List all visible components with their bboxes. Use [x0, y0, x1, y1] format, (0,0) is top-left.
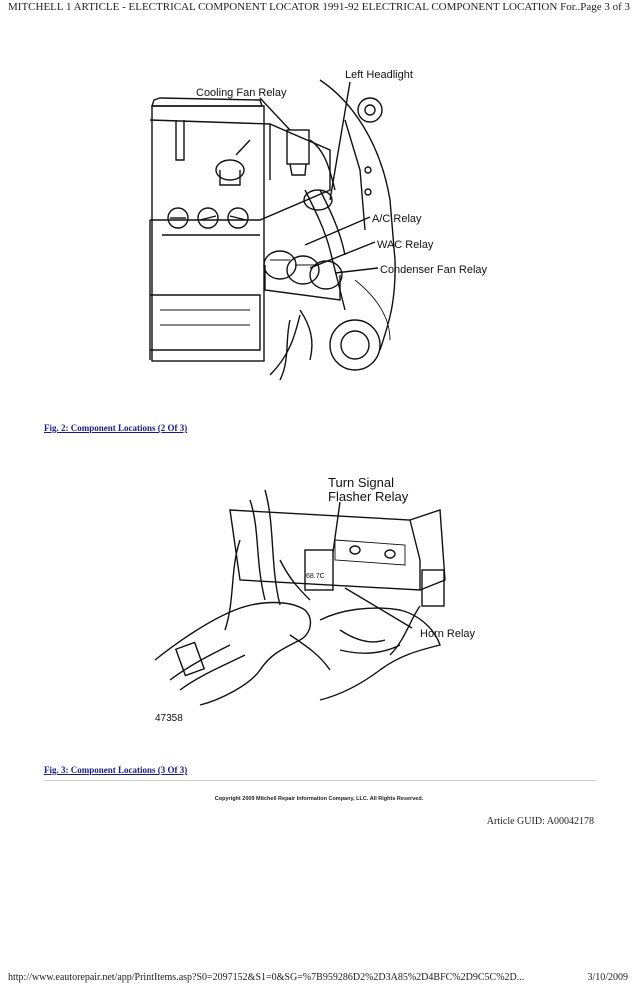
label-cooling-fan-relay: Cooling Fan Relay: [196, 87, 287, 99]
article-guid: Article GUID: A00042178: [486, 816, 594, 827]
header-title: MITCHELL 1 ARTICLE - ELECTRICAL COMPONENT LOCATOR 1991-92 ELECTRICAL COMPONENT LOCATION For...: [8, 1, 583, 13]
figure-3-caption-link[interactable]: Fig. 3: Component Locations (3 Of 3): [44, 765, 188, 775]
label-turn-signal-line2: Flasher Relay: [328, 489, 409, 504]
copyright-notice: Copyright 2009 Mitchell Repair Information Company, LLC. All Rights Reserved.: [214, 796, 424, 802]
footer-date: 3/10/2009: [587, 972, 628, 983]
footer-url: http://www.eautorepair.net/app/PrintItems.asp?S0=2097152&S1=0&SG=%7B959286D2%2D3A85%2D4BFC%2D9C5C%2D...: [8, 972, 525, 983]
relay-marking: 68.7C: [306, 573, 325, 580]
label-ac-relay: A/C Relay: [372, 213, 422, 225]
label-condenser-fan-relay: Condenser Fan Relay: [380, 264, 488, 276]
label-horn-relay: Horn Relay: [420, 628, 476, 640]
label-turn-signal-line1: Turn Signal: [328, 475, 394, 490]
header-page-number: Page 3 of 3: [580, 1, 630, 13]
divider: [44, 780, 596, 781]
figure-number: 47358: [155, 713, 183, 724]
figure-2-caption-link[interactable]: Fig. 2: Component Locations (2 Of 3): [44, 423, 188, 433]
figure-3-illustration: [140, 470, 500, 730]
label-left-headlight: Left Headlight: [345, 69, 413, 81]
label-wac-relay: WAC Relay: [377, 239, 434, 251]
figure-2-illustration: [140, 60, 500, 390]
